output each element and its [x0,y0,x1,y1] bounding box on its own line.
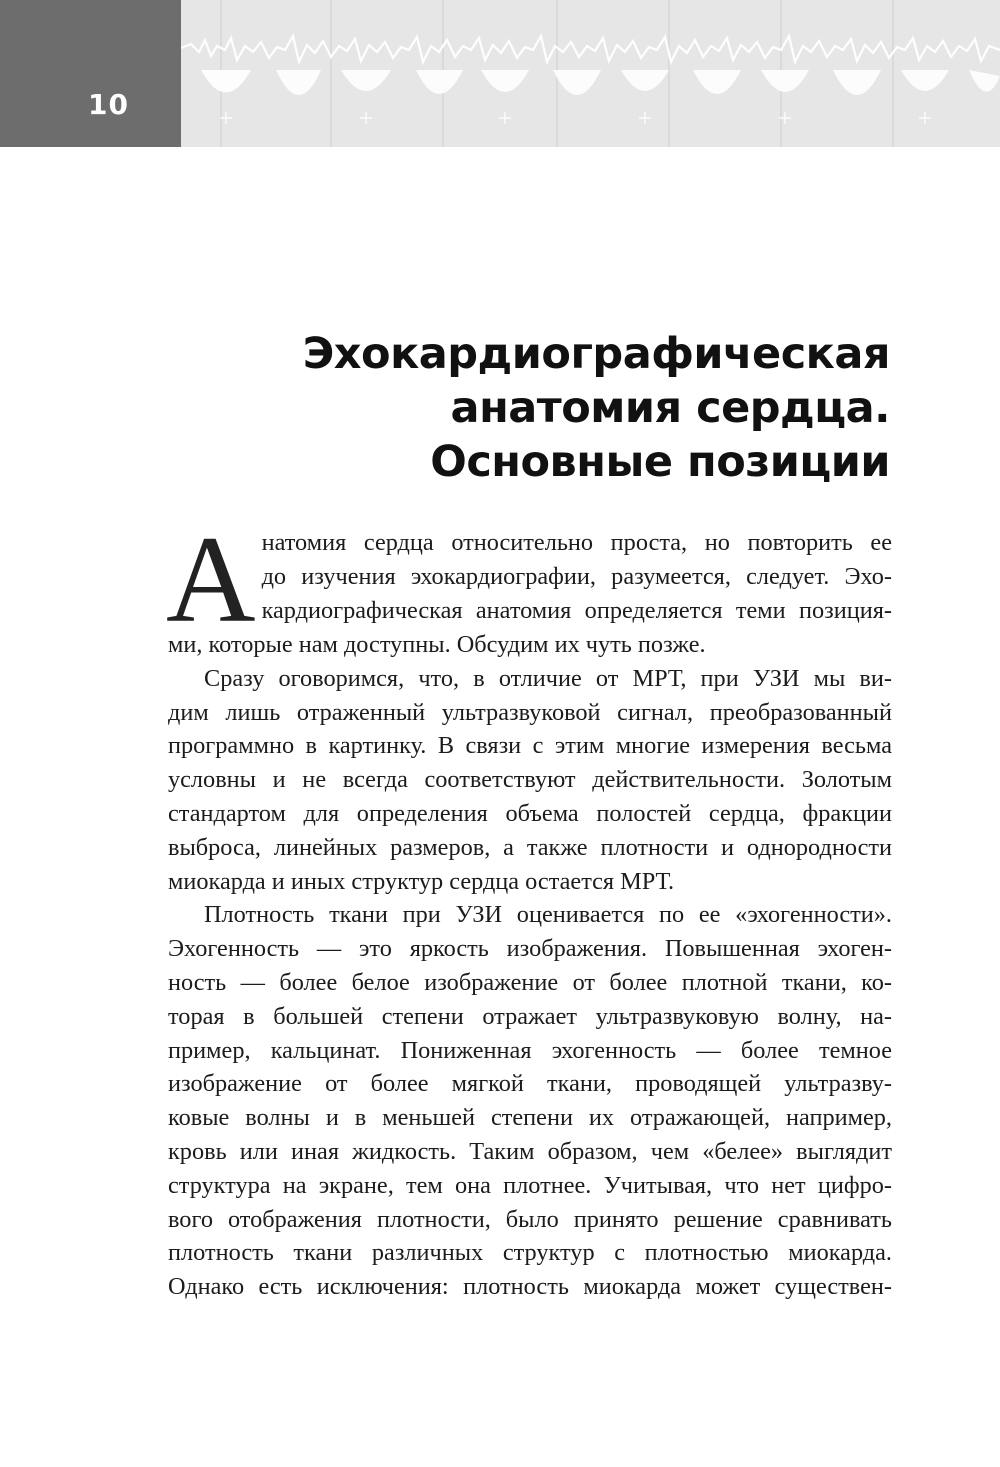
text-line: ми, которые нам доступны. Обсудим их чуть позже. [168,631,706,658]
chapter-title-line: Эхокардиографическая [302,329,890,379]
page-header [0,0,1000,147]
chapter-title-line: Основные позиции [430,437,890,487]
text-line: пример, кальцинат. Пониженная эхогенность — более темное [168,1036,892,1064]
text-line: до изучения эхокардиографии, разумеется, следует. Эхо- [261,562,892,590]
text-line: кровь или иная жидкость. Таким образом, чем «белее» выглядит [168,1137,892,1165]
chapter-title-line: анатомия сердца. [450,383,890,433]
text-line: натомия сердца относительно проста, но повторить ее [261,529,892,556]
text-line: стандартом для определения объема полостей сердца, фракции [168,799,892,827]
chapter-title [303,327,890,489]
drop-cap: А [166,511,256,648]
page-number-box [0,0,181,147]
text-line: изображение от более мягкой ткани, проводящей ультразву- [168,1070,892,1098]
paragraph [168,662,892,899]
ultrasound-waveform-strip [181,0,1000,147]
text-line: условны и не всегда соответствуют действительности. Золотым [168,766,892,794]
text-line: ность — более белое изображение от более плотной ткани, ко- [168,968,892,996]
text-line: торая в большей степени отражает ультразвуковую волну, на- [168,1002,892,1030]
body-text [166,511,892,1304]
text-line: дим лишь отраженный ультразвуковой сигнал, преобразованный [168,698,892,726]
text-line: вого отображения плотности, было принято решение сравнивать [168,1205,892,1233]
text-line: программно в картинку. В связи с этим многие измерения весьма [168,732,892,760]
text-line: ковые волны и в меньшей степени их отражающей, например, [168,1104,892,1132]
text-line: плотность ткани различных структур с плотностью миокарда. [168,1239,892,1267]
text-line: кардиографическая анатомия определяется теми позиция- [261,596,892,624]
text-line: Однако есть исключения: плотность миокарда может существен- [168,1273,892,1301]
text-line: Сразу оговоримся, что, в отличие от МРТ, при УЗИ мы ви- [204,664,892,692]
text-line: структура на экране, тем она плотнее. Учитывая, что нет цифро- [168,1171,892,1199]
text-line: Эхогенность — это яркость изображения. Повышенная эхоген- [168,935,892,963]
text-line: Плотность ткани при УЗИ оценивается по ее «эхогенности». [204,901,892,929]
text-line: миокарда и иных структур сердца остается МРТ. [168,867,675,895]
text-line: выброса, линейных размеров, а также плотности и однородности [168,833,892,861]
page-number: 10 [88,88,129,121]
paragraph [168,898,892,1304]
paragraph [166,511,892,662]
